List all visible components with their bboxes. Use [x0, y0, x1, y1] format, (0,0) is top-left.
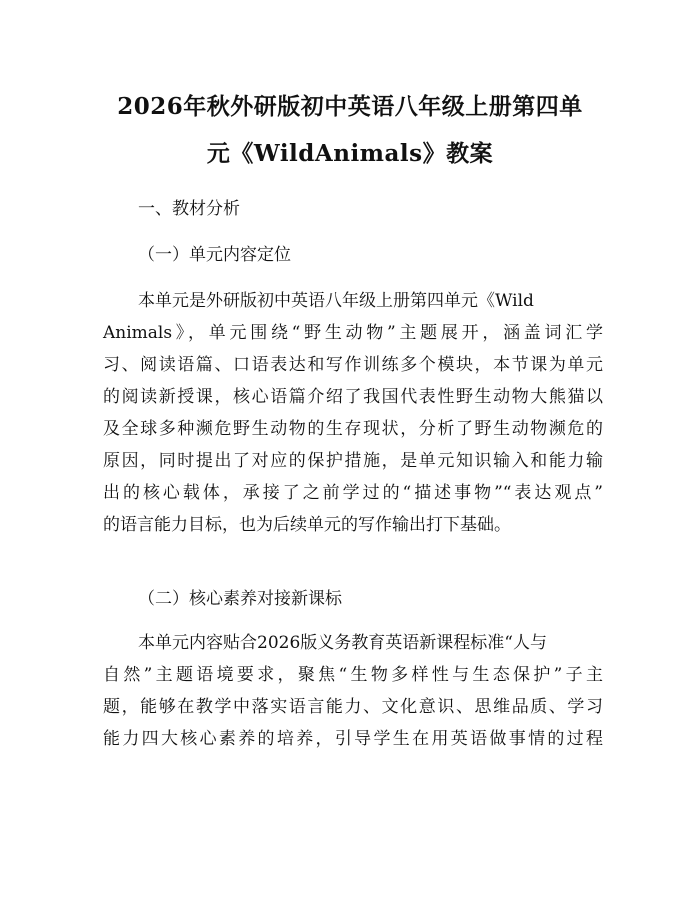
paragraph-1-line: 的阅读新授课，核心语篇介绍了我国代表性野生动物大熊猫以 [103, 387, 603, 407]
paragraph-1-line: 出的核心载体，承接了之前学过的“描述事物”“表达观点” [103, 483, 603, 503]
paragraph-1-line: Animals》，单元围绕“野生动物”主题展开，涵盖词汇学 [103, 323, 603, 343]
subsection-heading-unit-positioning: （一）单元内容定位 [138, 245, 291, 265]
paragraph-2-line: 自然”主题语境要求，聚焦“生物多样性与生态保护”子主 [103, 665, 603, 685]
paragraph-1-line: 原因，同时提出了对应的保护措施，是单元知识输入和能力输 [103, 451, 603, 471]
paragraph-1-line: 的语言能力目标，也为后续单元的写作输出打下基础。 [103, 515, 511, 535]
section-heading-analysis: 一、教材分析 [138, 199, 240, 219]
paragraph-1-line: 习、阅读语篇、口语表达和写作训练多个模块，本节课为单元 [103, 355, 603, 375]
document-title-line-1: 2026年秋外研版初中英语八年级上册第四单 [117, 93, 583, 120]
paragraph-2-line: 题，能够在教学中落实语言能力、文化意识、思维品质、学习 [103, 697, 603, 717]
paragraph-2-line: 能力四大核心素养的培养，引导学生在用英语做事情的过程 [103, 729, 603, 749]
document-title-line-2: 元《WildAnimals》教案 [206, 140, 494, 167]
paragraph-1-line: 及全球多种濒危野生动物的生存现状，分析了野生动物濒危的 [103, 419, 603, 439]
subsection-heading-core-literacy: （二）核心素养对接新课标 [138, 589, 342, 609]
paragraph-2-line: 本单元内容贴合2026版义务教育英语新课程标准“人与 [138, 633, 547, 653]
paragraph-1-line: 本单元是外研版初中英语八年级上册第四单元《Wild [138, 291, 534, 311]
